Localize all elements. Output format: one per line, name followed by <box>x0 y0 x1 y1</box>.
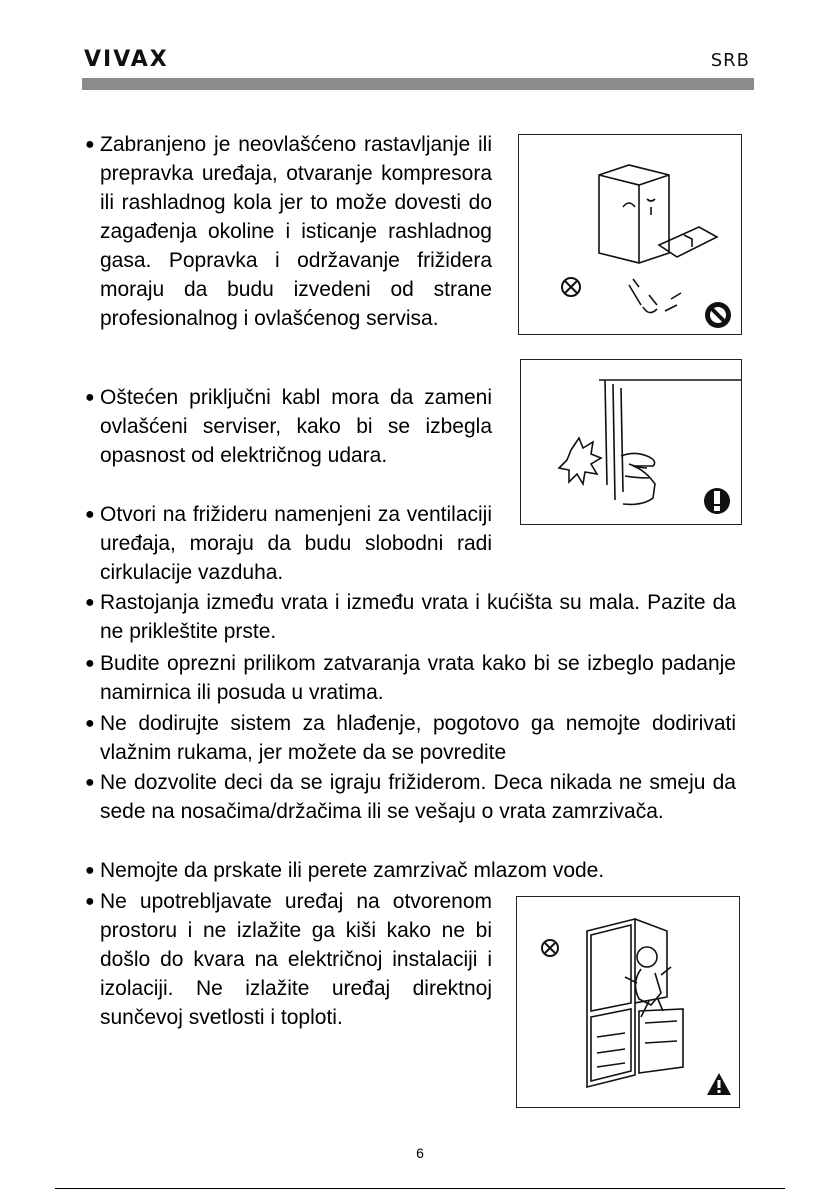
item-text: Ne dodirujte sistem za hlađenje, pogotovo ga nemojte dodirivati vlažnim rukama, jer možete da se povredite <box>100 712 736 764</box>
page-number: 6 <box>416 1145 424 1161</box>
bullet-icon: ● <box>85 862 95 879</box>
prohibited-icon <box>542 940 558 956</box>
item-text: Budite oprezni prilikom zatvaranja vrata kako bi se izbeglo padanje namirnica ili posuda u vratima. <box>100 652 736 704</box>
list-item <box>85 588 736 646</box>
list-item <box>85 383 492 470</box>
item-text: Rastojanja između vrata i između vrata i kućišta su mala. Pazite da ne prikleštite prste. <box>100 591 736 643</box>
item-text: Oštećen priključni kabl mora da zameni ovlašćeni serviser, kako bi se izbegla opasnost od električnog udara. <box>100 386 492 467</box>
list-item <box>85 887 492 1032</box>
door-pinch-drawing <box>521 360 741 524</box>
bullet-icon: ● <box>85 506 95 523</box>
bullet-icon: ● <box>85 594 95 611</box>
caution-triangle-icon <box>707 1073 731 1095</box>
illustration-no-disassembly <box>518 134 742 335</box>
language-code: SRB <box>710 50 750 71</box>
bullet-icon: ● <box>85 389 95 406</box>
list-item <box>85 709 736 767</box>
item-text: Otvori na frižideru namenjeni za ventilaciji uređaja, moraju da budu slobodni radi cirkulacije vazduha. <box>100 503 492 584</box>
list-item <box>85 768 736 826</box>
bullet-icon: ● <box>85 136 95 153</box>
bullet-icon: ● <box>85 655 95 672</box>
list-item <box>85 856 736 885</box>
item-text: Ne upotrebljavate uređaj na otvorenom prostoru i ne izlažite ga kiši kako ne bi došlo do kvara na električnoj instalaciji i izolaciji. Ne izlažite uređaj direktnoj sunčevoj svetlosti i toploti. <box>100 890 492 1029</box>
illustration-child-climbing <box>516 896 740 1108</box>
bullet-icon: ● <box>85 893 95 910</box>
prohibited-icon <box>562 278 580 296</box>
brand-logo: VIVAX <box>84 47 169 72</box>
illustration-door-pinch <box>520 359 742 525</box>
item-text: Ne dozvolite deci da se igraju frižiderom. Deca nikada ne smeju da sede na nosačima/držačima ili se vešaju o vrata zamrzivača. <box>100 771 736 823</box>
footer-rule <box>55 1188 785 1189</box>
item-text: Nemojte da prskate ili perete zamrzivač mlazom vode. <box>100 859 605 882</box>
bullet-icon: ● <box>85 774 95 791</box>
warning-icon <box>704 488 730 514</box>
list-item <box>85 649 736 707</box>
header-rule <box>82 78 754 90</box>
item-text: Zabranjeno je neovlašćeno rastavljanje ili prepravka uređaja, otvaranje kompresora ili rashladnog kola jer to može dovesti do zagađenja okoline i isticanje rashladnog gasa. Popravka i održavanje frižidera moraju da budu izvedeni od strane profesionalnog i ovlašćenog servisa. <box>100 133 492 330</box>
list-item <box>85 500 492 587</box>
child-climbing-drawing <box>517 897 739 1107</box>
fridge-disassembly-drawing <box>519 135 741 334</box>
no-entry-icon <box>705 302 731 328</box>
list-item <box>85 130 492 333</box>
bullet-icon: ● <box>85 715 95 732</box>
